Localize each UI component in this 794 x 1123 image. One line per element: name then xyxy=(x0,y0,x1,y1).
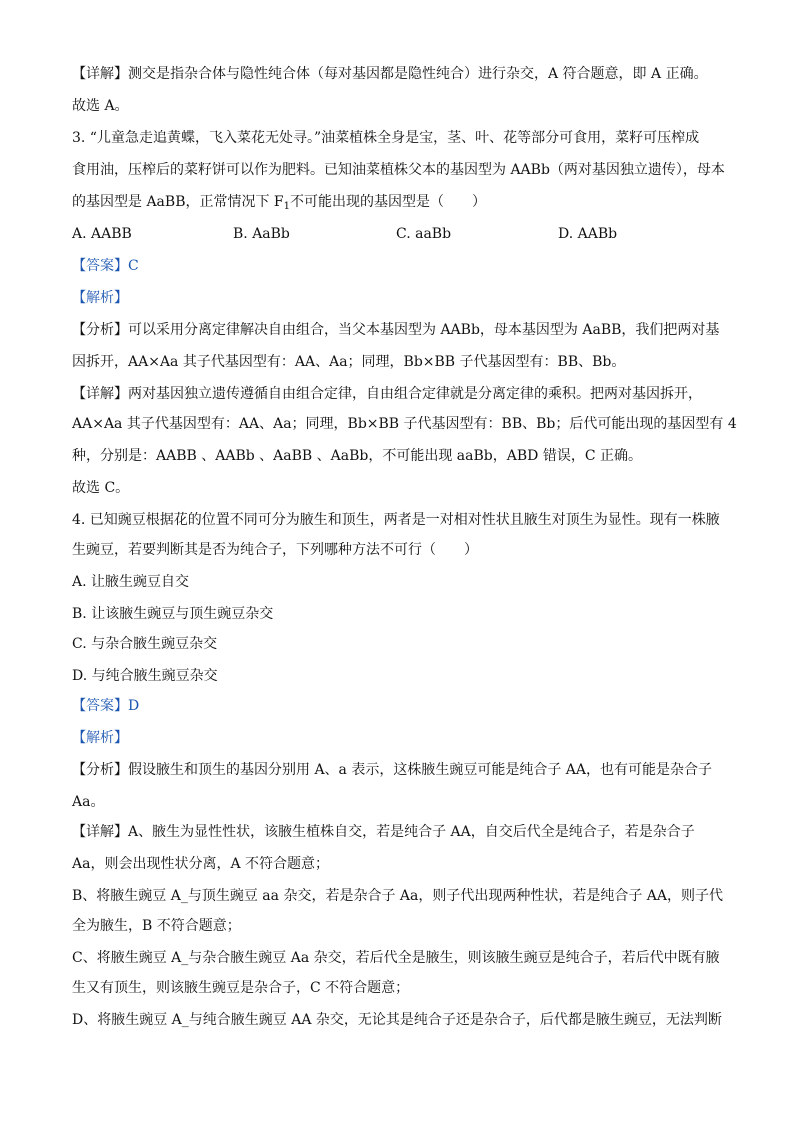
question-3-detail: AA×Aa 其子代基因型有：AA、Aa；同理，Bb×BB 子代基因型有：BB、Bb；后代可能出现的基因型有 4 xyxy=(72,416,737,432)
question-4-stem: 生豌豆，若要判断其是否为纯合子，下列哪种方法不可行（ ） xyxy=(72,542,478,558)
question-3-option-d: D. AABb xyxy=(558,226,618,242)
subscript: 1 xyxy=(283,201,291,212)
question-4-detail-a: 【详解】A、腋生为显性性状，该腋生植株自交，若是纯合子 AA，自交后代全是纯合子，若是杂合子 xyxy=(72,824,695,840)
question-3-analysis: 因拆开，AA×Aa 其子代基因型有：AA、Aa；同理，Bb×BB 子代基因型有：BB、Bb。 xyxy=(72,354,626,370)
question-4-detail-c: C、将腋生豌豆 A_与杂合腋生豌豆 Aa 杂交，若后代全是腋生，则该腋生豌豆是纯合子，若后代中既有腋 xyxy=(72,950,720,966)
question-3-conclusion: 故选 C。 xyxy=(72,480,130,496)
explanation-line: 【详解】测交是指杂合体与隐性纯合体（每对基因都是隐性纯合）进行杂交，A 符合题意，即 A 正确。 xyxy=(72,66,708,82)
question-4-analysis-label: 【解析】 xyxy=(72,730,128,746)
question-4-detail-b: B、将腋生豌豆 A_与顶生豌豆 aa 杂交，若是杂合子 Aa，则子代出现两种性状，若是纯合子 AA，则子代 xyxy=(72,888,724,904)
question-4-option-b: B. 让该腋生豌豆与顶生豌豆杂交 xyxy=(72,606,274,622)
question-3-stem: 食用油，压榨后的菜籽饼可以作为肥料。已知油菜植株父本的基因型为 AABb（两对基因独立遗传），母本 xyxy=(72,162,725,178)
question-3-option-b: B. AaBb xyxy=(233,226,290,242)
question-3-analysis-label: 【解析】 xyxy=(72,290,128,306)
question-3-detail: 【详解】两对基因独立遗传遵循自由组合定律，自由组合定律就是分离定律的乘积。把两对基因拆开， xyxy=(72,386,702,402)
question-3-stem: 3. “儿童急走追黄蝶，飞入菜花无处寻。”油菜植株全身是宝，茎、叶、花等部分可食用，菜籽可压榨成 xyxy=(72,130,700,146)
question-4-detail-d: D、将腋生豌豆 A_与纯合腋生豌豆 AA 杂交，无论其是纯合子还是杂合子，后代都是腋生豌豆，无法判断 xyxy=(72,1012,722,1028)
question-4-answer: 【答案】D xyxy=(72,698,140,714)
question-3-detail: 种，分别是：AABB 、AABb 、AaBB 、AaBb，不可能出现 aaBb，ABD 错误，C 正确。 xyxy=(72,448,642,464)
question-4-option-c: C. 与杂合腋生豌豆杂交 xyxy=(72,636,218,652)
question-4-detail-c: 生又有顶生，则该腋生豌豆是杂合子，C 不符合题意； xyxy=(72,980,410,996)
question-4-stem: 4. 已知豌豆根据花的位置不同可分为腋生和顶生，两者是一对相对性状且腋生对顶生为显性。现有一株腋 xyxy=(72,512,720,528)
question-3-option-a: A. AABB xyxy=(72,226,132,242)
question-4-analysis: 【分析】假设腋生和顶生的基因分别用 A、a 表示，这株腋生豌豆可能是纯合子 AA，也有可能是杂合子 xyxy=(72,762,713,778)
question-4-analysis: Aa。 xyxy=(72,794,105,810)
conclusion-line: 故选 A。 xyxy=(72,98,129,114)
question-3-analysis: 【分析】可以采用分离定律解决自由组合，当父本基因型为 AABb，母本基因型为 AaBB，我们把两对基 xyxy=(72,322,720,338)
question-4-detail-b: 全为腋生，B 不符合题意； xyxy=(72,918,241,934)
question-3-answer: 【答案】C xyxy=(72,258,139,274)
question-4-option-d: D. 与纯合腋生豌豆杂交 xyxy=(72,668,218,684)
question-3-option-c: C. aaBb xyxy=(396,226,452,242)
question-3-stem xyxy=(72,192,486,212)
question-3-stem-part: 的基因型是 AaBB，正常情况下 F xyxy=(72,194,284,210)
question-4-detail-a: Aa，则会出现性状分离，A 不符合题意； xyxy=(72,856,330,872)
question-4-option-a: A. 让腋生豌豆自交 xyxy=(72,574,190,590)
question-3-stem-part: 不可能出现的基因型是（ ） xyxy=(290,194,487,210)
